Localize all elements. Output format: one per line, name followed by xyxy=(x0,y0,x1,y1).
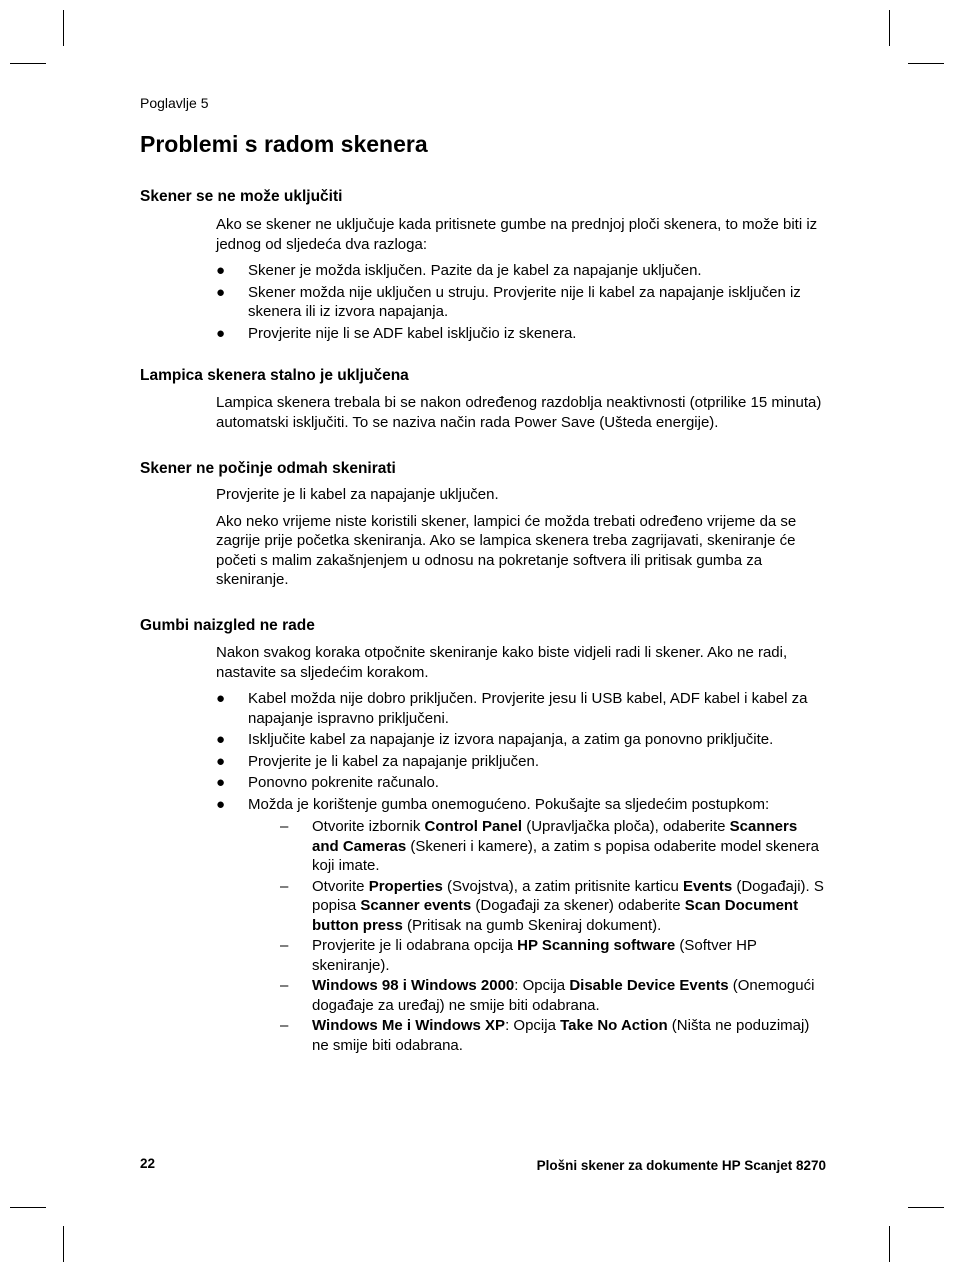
page-number: 22 xyxy=(140,1156,156,1171)
dash-icon: – xyxy=(280,818,289,835)
paragraph: Provjerite je li kabel za napajanje uključen. xyxy=(216,486,499,503)
step-item: – Windows 98 i Windows 2000: Opcija Disable Device Events (Onemogući događaje za uređaj) ne smije biti odabrana. xyxy=(280,977,815,1014)
step-item: – Windows Me i Windows XP: Opcija Take No Action (Ništa ne poduzimaj) ne smije biti odabrana. xyxy=(280,1017,810,1054)
dash-icon: – xyxy=(280,937,289,954)
footer-product-title: Plošni skener za dokumente HP Scanjet 8270 xyxy=(536,1158,826,1173)
bullet-icon: ● xyxy=(216,795,226,813)
crop-mark xyxy=(889,1226,890,1262)
section-body xyxy=(216,215,828,345)
dash-icon: – xyxy=(280,977,289,994)
section-heading: Lampica skenera stalno je uključena xyxy=(140,367,409,384)
section-heading: Skener se ne može uključiti xyxy=(140,188,343,205)
crop-mark xyxy=(10,63,46,64)
section-body xyxy=(216,485,828,597)
crop-mark xyxy=(63,10,64,46)
list-item: ● Provjerite je li kabel za napajanje priključen. xyxy=(216,752,539,770)
page-title: Problemi s radom skenera xyxy=(140,131,428,157)
chapter-label: Poglavlje 5 xyxy=(140,95,209,111)
crop-mark xyxy=(908,63,944,64)
step-item: – Provjerite je li odabrana opcija HP Scanning software (Softver HP skeniranje). xyxy=(280,937,757,974)
step-list xyxy=(248,817,828,1055)
bullet-icon: ● xyxy=(216,731,226,748)
step-item: – Otvorite izbornik Control Panel (Upravljačka ploča), odaberite Scanners and Cameras (Skeneri i kamere), a zatim s popisa odaberite model skenera koji imate. xyxy=(280,818,819,874)
list-item: ● Provjerite nije li se ADF kabel isključio iz skenera. xyxy=(216,324,577,342)
list-item: ● Isključite kabel za napajanje iz izvora napajanja, a zatim ga ponovno priključite. xyxy=(216,731,774,748)
bullet-icon: ● xyxy=(216,283,226,301)
paragraph: Ako se skener ne uključuje kada pritisnete gumbe na prednjoj ploči skenera, to može biti iz jednog od sljedeća dva razloga: xyxy=(216,216,818,253)
bullet-list xyxy=(216,689,828,1055)
list-item: ● Ponovno pokrenite računalo. xyxy=(216,774,439,791)
list-item: ● Možda je korištenje gumba onemogućeno. Pokušajte sa sljedećim postupkom: – Otvorite izbornik Control Panel (Upravljačka ploča), odaberite Scanners and Cameras (Skeneri i kamere), a zatim s popisa odaberite model skenera koji imate. – Otvorite Properties (Svojstva), a zatim pritisnite karticu Events (Događaji). S popisa Scanner events (Događaji za skener) odaberite Scan Document button press (Pritisak na gumb Skeniraj dokument). – Provjerite je li odabrana opcija HP Scanning software (Softver HP skeniranje). – Windows 98 i Windows 2000: Opcija Disable Device Events (Onemogući događaje za uređaj) ne smije biti odabrana. – Windows Me i Windows XP: Opcija Take No Action (Ništa ne poduzimaj) ne smije biti odabrana. xyxy=(216,795,828,1056)
bullet-list xyxy=(216,261,828,343)
crop-mark xyxy=(908,1207,944,1208)
section-body xyxy=(216,393,828,439)
bullet-icon: ● xyxy=(216,774,226,791)
bullet-icon: ● xyxy=(216,690,226,707)
list-item: ● Skener je možda isključen. Pazite da je kabel za napajanje uključen. xyxy=(216,262,702,279)
bullet-icon: ● xyxy=(216,752,226,770)
section-body xyxy=(216,643,828,1057)
bullet-icon: ● xyxy=(216,262,226,279)
paragraph: Lampica skenera trebala bi se nakon određenog razdoblja neaktivnosti (otprilike 15 minuta) automatski isključiti. To se naziva način rada Power Save (Ušteda energije). xyxy=(216,394,822,431)
crop-mark xyxy=(63,1226,64,1262)
list-item: ● Kabel možda nije dobro priključen. Provjerite jesu li USB kabel, ADF kabel i kabel za napajanje ispravno priključeni. xyxy=(216,690,808,727)
crop-mark xyxy=(889,10,890,46)
step-item: – Otvorite Properties (Svojstva), a zatim pritisnite karticu Events (Događaji). S popisa Scanner events (Događaji za skener) odaberite Scan Document button press (Pritisak na gumb Skeniraj dokument). xyxy=(280,877,824,934)
crop-mark xyxy=(10,1207,46,1208)
dash-icon: – xyxy=(280,1017,289,1034)
section-heading: Gumbi naizgled ne rade xyxy=(140,617,315,634)
paragraph: Nakon svakog koraka otpočnite skeniranje kako biste vidjeli radi li skener. Ako ne radi, nastavite sa sljedećim korakom. xyxy=(216,644,788,681)
bullet-icon: ● xyxy=(216,324,226,342)
dash-icon: – xyxy=(280,877,289,895)
section-heading: Skener ne počinje odmah skenirati xyxy=(140,460,396,477)
list-item: ● Skener možda nije uključen u struju. Provjerite nije li kabel za napajanje isključen iz skenera ili iz izvora napajanja. xyxy=(216,283,801,320)
paragraph: Ako neko vrijeme niste koristili skener, lampici će možda trebati određeno vrijeme da se zagrije prije početka skeniranja. Ako se lampica skenera treba zagrijavati, skeniranje će početi s malim zakašnjenjem u odnosu na pokretanje softvera ili pritisak gumba za skeniranje. xyxy=(216,512,797,588)
